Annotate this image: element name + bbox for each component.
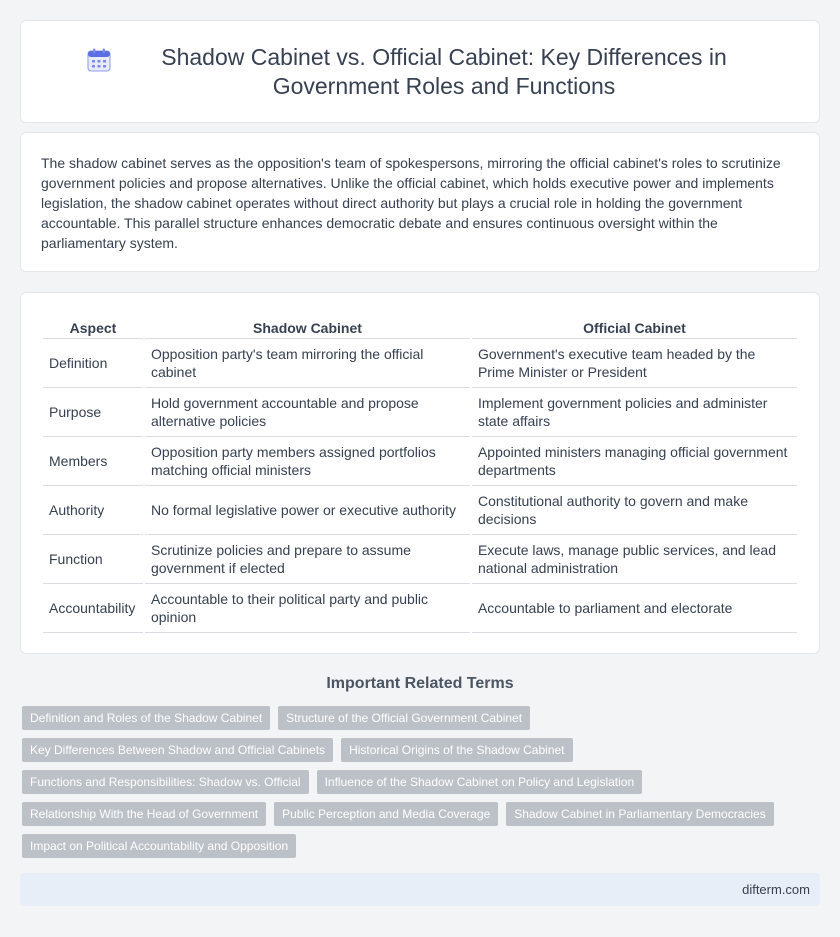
table-row [43, 437, 797, 486]
related-term-tag[interactable]: Definition and Roles of the Shadow Cabinet [22, 706, 270, 730]
row-official-value: Constitutional authority to govern and make decisions [472, 486, 797, 535]
row-official-value: Accountable to parliament and electorate [472, 584, 797, 633]
related-term-tag[interactable]: Structure of the Official Government Cabinet [278, 706, 530, 730]
table-row [43, 388, 797, 437]
row-shadow-value: Opposition party members assigned portfolios matching official ministers [145, 437, 470, 486]
row-official-value: Appointed ministers managing official government departments [472, 437, 797, 486]
row-aspect: Function [43, 535, 143, 584]
table-row [43, 535, 797, 584]
row-aspect: Members [43, 437, 143, 486]
header-shadow-cabinet: Shadow Cabinet [145, 317, 470, 339]
row-shadow-value: Accountable to their political party and public opinion [145, 584, 470, 633]
row-official-value: Implement government policies and administer state affairs [472, 388, 797, 437]
row-shadow-value: Hold government accountable and propose alternative policies [145, 388, 470, 437]
table-row [43, 584, 797, 633]
comparison-table-card [20, 292, 820, 654]
related-terms-title: Important Related Terms [326, 675, 514, 692]
related-term-tag[interactable]: Historical Origins of the Shadow Cabinet [341, 738, 572, 762]
row-aspect: Accountability [43, 584, 143, 633]
row-official-value: Execute laws, manage public services, and lead national administration [472, 535, 797, 584]
row-aspect: Authority [43, 486, 143, 535]
row-shadow-value: Scrutinize policies and prepare to assume government if elected [145, 535, 470, 584]
calendar-icon [86, 47, 112, 73]
intro-card [20, 132, 820, 272]
header-card [20, 20, 820, 123]
row-shadow-value: Opposition party's team mirroring the official cabinet [145, 339, 470, 388]
row-shadow-value: No formal legislative power or executive authority [145, 486, 470, 535]
related-term-tag[interactable]: Functions and Responsibilities: Shadow vs. Official [22, 770, 309, 794]
footer-site-link[interactable]: difterm.com [742, 882, 810, 897]
related-term-tag[interactable]: Shadow Cabinet in Parliamentary Democracies [506, 802, 773, 826]
intro-paragraph: The shadow cabinet serves as the opposition's team of spokespersons, mirroring the official cabinet's roles to scrutinize government policies and propose alternatives. Unlike the official cabinet, which holds executive power and implements legislation, the shadow cabinet operates without direct authority but plays a crucial role in holding the government accountable. This parallel structure enhances democratic debate and ensures continuous oversight within the parliamentary system. [41, 155, 781, 251]
header-aspect: Aspect [43, 317, 143, 339]
related-terms-list [22, 706, 812, 866]
footer-bar [20, 873, 820, 906]
table-row [43, 339, 797, 388]
related-term-tag[interactable]: Relationship With the Head of Government [22, 802, 266, 826]
row-aspect: Purpose [43, 388, 143, 437]
row-aspect: Definition [43, 339, 143, 388]
comparison-table [41, 317, 799, 633]
header-official-cabinet: Official Cabinet [472, 317, 797, 339]
table-header-row [43, 317, 797, 339]
row-official-value: Government's executive team headed by the Prime Minister or President [472, 339, 797, 388]
page-title: Shadow Cabinet vs. Official Cabinet: Key Differences in Government Roles and Functions [161, 44, 727, 99]
table-row [43, 486, 797, 535]
related-term-tag[interactable]: Public Perception and Media Coverage [274, 802, 498, 826]
related-term-tag[interactable]: Influence of the Shadow Cabinet on Policy and Legislation [317, 770, 643, 794]
related-term-tag[interactable]: Impact on Political Accountability and Opposition [22, 834, 296, 858]
related-term-tag[interactable]: Key Differences Between Shadow and Official Cabinets [22, 738, 333, 762]
